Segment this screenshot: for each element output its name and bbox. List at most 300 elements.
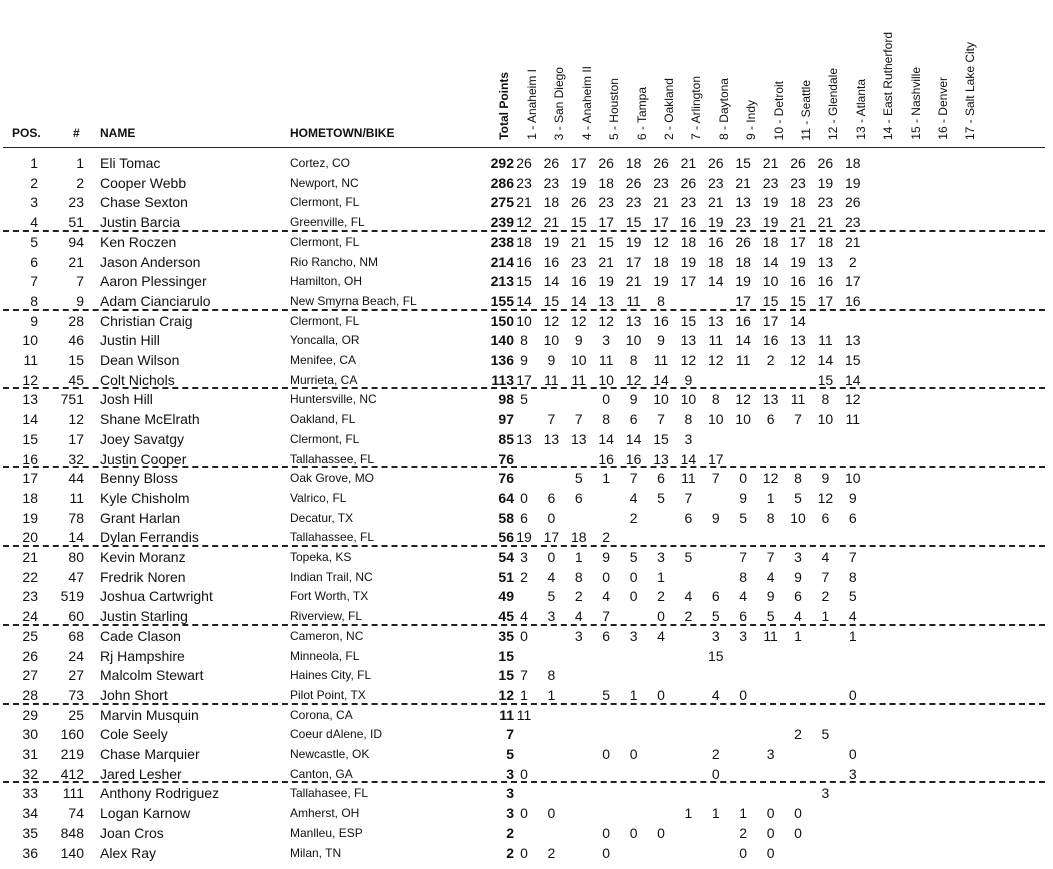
cell-number: 51 bbox=[68, 214, 84, 231]
cell-round-12: 11 bbox=[818, 332, 833, 349]
cell-round-6: 10 bbox=[653, 391, 669, 408]
cell-round-11: 10 bbox=[790, 509, 806, 526]
cell-hometown: Milan, TN bbox=[290, 845, 342, 860]
cell-total-points: 51 bbox=[498, 568, 514, 585]
cell-round-5: 6 bbox=[629, 411, 638, 428]
cell-round-1: 8 bbox=[520, 332, 528, 349]
cell-round-13: 18 bbox=[845, 155, 861, 171]
cell-round-11: 26 bbox=[790, 155, 806, 171]
cell-round-9: 10 bbox=[735, 411, 751, 428]
table-row bbox=[0, 310, 1053, 330]
cell-round-7: 1 bbox=[684, 805, 693, 822]
cell-name: Justin Hill bbox=[100, 332, 160, 349]
cell-round-6: 17 bbox=[653, 214, 669, 231]
cell-hometown: Pilot Point, TX bbox=[290, 687, 366, 702]
cell-round-11: 18 bbox=[790, 194, 806, 211]
cell-number: 25 bbox=[68, 706, 84, 723]
cell-total-points: 3 bbox=[506, 785, 514, 802]
cell-round-5: 13 bbox=[625, 312, 642, 329]
cell-round-4: 0 bbox=[602, 824, 611, 841]
cell-hometown: Riverview, FL bbox=[290, 609, 363, 624]
cell-round-1: 0 bbox=[520, 844, 528, 861]
cell-round-1: 12 bbox=[516, 214, 532, 231]
cell-number: 17 bbox=[68, 430, 84, 447]
table-row bbox=[0, 743, 1053, 763]
cell-number: 11 bbox=[69, 489, 84, 506]
header-round-11: 11 - Seattle bbox=[799, 79, 813, 140]
cell-round-5: 0 bbox=[629, 568, 638, 585]
header-number: # bbox=[73, 126, 80, 140]
cell-round-1: 6 bbox=[520, 509, 528, 526]
cell-round-12: 9 bbox=[821, 470, 830, 487]
cell-number: 160 bbox=[60, 726, 84, 743]
cell-round-6: 9 bbox=[657, 332, 665, 349]
cell-round-7: 11 bbox=[681, 470, 696, 487]
cell-number: 60 bbox=[68, 608, 84, 625]
cell-round-5: 15 bbox=[625, 214, 642, 231]
cell-round-6: 26 bbox=[653, 155, 669, 171]
table-row bbox=[0, 507, 1053, 527]
cell-round-6: 0 bbox=[657, 686, 665, 703]
cell-total-points: 136 bbox=[490, 352, 514, 368]
table-row bbox=[0, 231, 1053, 251]
cell-round-7: 13 bbox=[680, 332, 697, 349]
cell-round-1: 16 bbox=[516, 253, 532, 270]
cell-round-1: 0 bbox=[520, 805, 528, 822]
cell-round-4: 0 bbox=[602, 391, 611, 408]
cell-hometown: Oakland, FL bbox=[290, 412, 356, 427]
cell-pos: 13 bbox=[22, 391, 38, 408]
cell-round-2: 14 bbox=[543, 273, 560, 290]
cell-number: 24 bbox=[68, 647, 84, 664]
cell-pos: 26 bbox=[22, 647, 38, 664]
cell-round-4: 5 bbox=[602, 686, 611, 703]
cell-round-10: 19 bbox=[762, 194, 779, 211]
table-row bbox=[0, 388, 1053, 408]
table-row bbox=[0, 782, 1053, 802]
cell-round-11: 23 bbox=[790, 174, 806, 191]
cell-round-10: 15 bbox=[762, 292, 779, 309]
cell-round-11: 17 bbox=[790, 233, 806, 250]
cell-round-4: 21 bbox=[598, 253, 614, 270]
cell-name: Chase Marquier bbox=[100, 746, 200, 762]
header-pos: POS. bbox=[12, 126, 41, 140]
cell-total-points: 2 bbox=[506, 844, 514, 861]
cell-round-5: 14 bbox=[625, 430, 642, 447]
cell-total-points: 155 bbox=[490, 292, 514, 309]
cell-pos: 1 bbox=[30, 155, 38, 171]
cell-total-points: 140 bbox=[490, 332, 514, 349]
cell-round-4: 18 bbox=[598, 174, 614, 191]
cell-name: Jared Lesher bbox=[100, 765, 182, 782]
cell-total-points: 292 bbox=[490, 155, 514, 171]
cell-number: 9 bbox=[76, 292, 84, 309]
cell-round-11: 6 bbox=[794, 588, 802, 605]
cell-round-11: 21 bbox=[790, 214, 806, 231]
cell-total-points: 98 bbox=[498, 391, 514, 408]
cell-round-12: 16 bbox=[817, 273, 834, 290]
table-row bbox=[0, 625, 1053, 645]
cell-hometown: New Smyrna Beach, FL bbox=[290, 293, 417, 308]
cell-pos: 18 bbox=[22, 489, 38, 506]
cell-round-7: 26 bbox=[680, 174, 697, 191]
cell-round-5: 8 bbox=[629, 352, 638, 368]
cell-round-8: 5 bbox=[711, 608, 720, 625]
cell-number: 28 bbox=[68, 312, 84, 329]
cell-round-4: 0 bbox=[602, 844, 611, 861]
cell-total-points: 113 bbox=[491, 371, 514, 388]
cell-round-2: 7 bbox=[547, 411, 556, 428]
cell-round-2: 8 bbox=[547, 667, 556, 684]
cell-round-5: 4 bbox=[629, 489, 638, 506]
cell-round-9: 4 bbox=[739, 588, 748, 605]
cell-name: Eli Tomac bbox=[100, 155, 161, 171]
cell-round-10: 0 bbox=[766, 805, 775, 822]
cell-hometown: Newcastle, OK bbox=[290, 747, 370, 761]
cell-pos: 23 bbox=[22, 588, 38, 605]
cell-name: Alex Ray bbox=[100, 844, 157, 861]
cell-round-11: 14 bbox=[790, 312, 806, 329]
cell-round-10: 1 bbox=[766, 489, 775, 506]
cell-hometown: Tallahassee, FL bbox=[290, 451, 375, 466]
cell-round-2: 17 bbox=[543, 529, 560, 546]
cell-name: Kyle Chisholm bbox=[100, 489, 190, 506]
cell-round-3: 1 bbox=[574, 549, 583, 565]
cell-round-3: 5 bbox=[574, 470, 583, 487]
cell-round-4: 8 bbox=[602, 411, 611, 428]
cell-round-11: 15 bbox=[790, 292, 806, 309]
cell-name: Chase Sexton bbox=[100, 194, 188, 211]
cell-pos: 9 bbox=[30, 312, 38, 329]
cell-number: 751 bbox=[60, 391, 84, 408]
cell-round-13: 10 bbox=[845, 470, 861, 487]
table-row bbox=[0, 152, 1053, 172]
cell-round-8: 12 bbox=[708, 352, 724, 368]
cell-round-8: 8 bbox=[711, 391, 720, 408]
cell-hometown: Minneola, FL bbox=[290, 648, 360, 663]
cell-round-5: 19 bbox=[625, 233, 642, 250]
cell-name: Cooper Webb bbox=[100, 174, 187, 191]
cell-round-9: 19 bbox=[735, 273, 751, 290]
cell-number: 47 bbox=[68, 568, 84, 585]
cell-round-8: 14 bbox=[708, 273, 724, 290]
cell-number: 80 bbox=[68, 549, 84, 565]
cell-round-8: 19 bbox=[708, 214, 724, 231]
cell-round-3: 9 bbox=[574, 332, 583, 349]
cell-number: 45 bbox=[68, 371, 84, 388]
cell-hometown: Clermont, FL bbox=[290, 313, 360, 328]
cell-round-11: 7 bbox=[794, 411, 802, 428]
cell-pos: 21 bbox=[22, 549, 38, 565]
cell-round-1: 2 bbox=[520, 568, 528, 585]
cell-name: Aaron Plessinger bbox=[100, 273, 207, 290]
cell-round-1: 21 bbox=[516, 194, 532, 211]
cell-round-4: 6 bbox=[602, 627, 611, 644]
cell-round-10: 2 bbox=[766, 352, 775, 368]
cell-round-6: 1 bbox=[657, 568, 665, 585]
cell-name: Justin Barcia bbox=[100, 214, 181, 231]
cell-round-8: 15 bbox=[708, 647, 724, 664]
cell-round-7: 15 bbox=[680, 312, 697, 329]
cell-round-12: 13 bbox=[817, 253, 834, 270]
cell-round-13: 7 bbox=[848, 549, 857, 565]
table-row bbox=[0, 842, 1053, 862]
cell-round-8: 16 bbox=[708, 233, 724, 250]
cell-round-13: 23 bbox=[845, 214, 861, 231]
cell-round-10: 4 bbox=[766, 568, 775, 585]
cell-round-6: 5 bbox=[657, 489, 665, 506]
cell-round-12: 12 bbox=[817, 489, 834, 506]
cell-round-13: 13 bbox=[845, 332, 861, 349]
cell-round-3: 8 bbox=[574, 568, 583, 585]
cell-total-points: 5 bbox=[506, 746, 514, 762]
table-row bbox=[0, 645, 1053, 665]
cell-round-7: 7 bbox=[684, 489, 693, 506]
cell-name: John Short bbox=[100, 686, 168, 703]
cell-total-points: 239 bbox=[490, 214, 514, 231]
cell-round-5: 7 bbox=[629, 470, 638, 487]
cell-total-points: 35 bbox=[498, 627, 514, 644]
cell-total-points: 3 bbox=[506, 805, 514, 822]
cell-round-2: 23 bbox=[543, 174, 560, 191]
cell-round-1: 4 bbox=[520, 608, 528, 625]
cell-round-10: 0 bbox=[766, 844, 775, 861]
cell-name: Benny Bloss bbox=[100, 470, 178, 487]
cell-hometown: Topeka, KS bbox=[290, 550, 352, 564]
cell-round-10: 23 bbox=[762, 174, 779, 191]
cell-pos: 3 bbox=[30, 194, 38, 211]
cell-round-10: 7 bbox=[766, 549, 775, 565]
cell-round-9: 5 bbox=[739, 509, 748, 526]
cell-number: 519 bbox=[60, 588, 84, 605]
cell-round-1: 15 bbox=[516, 273, 532, 290]
cell-round-4: 3 bbox=[602, 332, 611, 349]
cell-hometown: Decatur, TX bbox=[290, 510, 354, 525]
cell-round-1: 7 bbox=[520, 667, 528, 684]
table-row bbox=[0, 763, 1053, 783]
cell-total-points: 2 bbox=[506, 824, 514, 841]
header-round-8: 8 - Daytona bbox=[716, 77, 731, 140]
cell-total-points: 76 bbox=[498, 450, 514, 467]
cell-round-6: 4 bbox=[657, 627, 665, 644]
cell-round-2: 3 bbox=[547, 608, 556, 625]
cell-round-8: 2 bbox=[711, 746, 720, 762]
cell-name: Cole Seely bbox=[100, 726, 168, 743]
cell-round-7: 3 bbox=[684, 430, 693, 447]
cell-round-7: 5 bbox=[684, 549, 693, 565]
cell-round-11: 0 bbox=[794, 824, 802, 841]
cell-round-9: 8 bbox=[739, 568, 748, 585]
cell-name: Fredrik Noren bbox=[100, 568, 186, 585]
cell-round-1: 1 bbox=[520, 686, 528, 703]
cell-total-points: 150 bbox=[490, 312, 514, 329]
cell-round-9: 18 bbox=[735, 253, 751, 270]
table-row bbox=[0, 802, 1053, 822]
cell-hometown: Amherst, OH bbox=[290, 806, 360, 821]
cell-round-13: 2 bbox=[848, 253, 857, 270]
cell-round-11: 0 bbox=[794, 805, 802, 822]
cell-round-4: 1 bbox=[602, 470, 611, 487]
cell-round-6: 13 bbox=[653, 450, 669, 467]
cell-round-13: 15 bbox=[845, 352, 861, 368]
header-round-7: 7 - Arlington bbox=[689, 75, 704, 140]
cell-round-1: 26 bbox=[516, 155, 532, 171]
cell-round-1: 3 bbox=[520, 549, 528, 565]
cell-round-4: 14 bbox=[598, 430, 614, 447]
cell-round-10: 16 bbox=[762, 332, 779, 349]
cell-round-7: 18 bbox=[680, 233, 697, 250]
cell-round-5: 21 bbox=[625, 273, 642, 290]
cell-total-points: 45 bbox=[498, 608, 514, 625]
cell-pos: 36 bbox=[22, 844, 38, 861]
table-row bbox=[0, 546, 1053, 566]
cell-round-12: 10 bbox=[817, 411, 834, 428]
cell-round-5: 18 bbox=[625, 155, 642, 171]
cell-round-5: 1 bbox=[629, 686, 638, 703]
table-row bbox=[0, 408, 1053, 428]
cell-round-12: 15 bbox=[817, 371, 834, 388]
cell-round-8: 23 bbox=[708, 174, 724, 191]
cell-round-2: 0 bbox=[547, 509, 556, 526]
cell-round-10: 9 bbox=[766, 588, 775, 605]
cell-round-10: 13 bbox=[762, 391, 779, 408]
cell-total-points: 49 bbox=[498, 588, 514, 605]
cell-round-13: 1 bbox=[848, 627, 857, 644]
cell-round-13: 9 bbox=[848, 489, 857, 506]
cell-round-6: 6 bbox=[657, 470, 665, 487]
cell-round-9: 1 bbox=[739, 805, 748, 822]
cell-round-11: 11 bbox=[790, 391, 806, 408]
cell-round-10: 0 bbox=[766, 824, 775, 841]
cell-round-2: 9 bbox=[547, 352, 556, 368]
cell-number: 21 bbox=[68, 253, 84, 270]
cell-round-11: 13 bbox=[790, 332, 806, 349]
cell-round-12: 19 bbox=[817, 174, 834, 191]
cell-hometown: Tallahasee, FL bbox=[290, 786, 369, 801]
cell-round-11: 2 bbox=[794, 726, 802, 743]
cell-round-3: 14 bbox=[571, 292, 587, 309]
table-row bbox=[0, 822, 1053, 842]
cell-number: 111 bbox=[62, 785, 84, 802]
cell-total-points: 213 bbox=[490, 273, 514, 290]
cell-round-6: 0 bbox=[657, 824, 665, 841]
cell-total-points: 58 bbox=[498, 509, 514, 526]
cell-number: 14 bbox=[68, 529, 84, 546]
cell-name: Justin Starling bbox=[100, 608, 188, 625]
cell-round-9: 6 bbox=[739, 608, 748, 625]
cell-round-4: 10 bbox=[598, 371, 614, 388]
cell-round-3: 13 bbox=[571, 430, 587, 447]
cell-round-7: 10 bbox=[680, 391, 697, 408]
cell-hometown: Haines City, FL bbox=[290, 668, 372, 683]
header-round-13: 13 - Atlanta bbox=[853, 79, 868, 140]
table-row bbox=[0, 211, 1053, 231]
cell-round-8: 3 bbox=[711, 627, 720, 644]
cell-round-13: 4 bbox=[848, 608, 857, 625]
cell-round-10: 14 bbox=[762, 253, 779, 270]
cell-total-points: 56 bbox=[498, 529, 514, 546]
cell-pos: 35 bbox=[22, 824, 38, 841]
cell-round-13: 11 bbox=[845, 411, 861, 428]
cell-round-13: 14 bbox=[845, 371, 861, 388]
cell-hometown: Clermont, FL bbox=[290, 234, 360, 249]
header-round-4: 5 - Houston bbox=[607, 77, 622, 140]
cell-name: Cade Clason bbox=[100, 627, 181, 644]
cell-round-9: 11 bbox=[735, 352, 751, 368]
cell-round-13: 16 bbox=[845, 292, 861, 309]
cell-pos: 22 bbox=[22, 568, 38, 585]
cell-name: Rj Hampshire bbox=[100, 647, 185, 664]
header-round-3: 4 - Anaheim II bbox=[579, 65, 594, 140]
cell-round-2: 11 bbox=[544, 371, 559, 388]
cell-number: 848 bbox=[60, 824, 84, 841]
cell-pos: 14 bbox=[22, 411, 38, 428]
cell-round-5: 2 bbox=[629, 509, 638, 526]
cell-round-10: 8 bbox=[766, 509, 775, 526]
cell-hometown: Newport, NC bbox=[290, 175, 359, 190]
cell-hometown: Cortez, CO bbox=[290, 156, 351, 170]
cell-number: 46 bbox=[68, 332, 84, 349]
cell-round-5: 12 bbox=[625, 371, 642, 388]
cell-round-11: 8 bbox=[794, 470, 802, 487]
cell-name: Christian Craig bbox=[100, 312, 193, 329]
cell-round-10: 6 bbox=[766, 411, 775, 428]
cell-round-10: 18 bbox=[762, 233, 779, 250]
cell-pos: 11 bbox=[23, 352, 38, 368]
cell-pos: 33 bbox=[22, 785, 38, 802]
table-row bbox=[0, 467, 1053, 487]
cell-round-6: 3 bbox=[657, 549, 665, 565]
cell-round-12: 4 bbox=[821, 549, 830, 565]
cell-pos: 16 bbox=[22, 450, 38, 467]
cell-number: 15 bbox=[68, 352, 84, 368]
cell-total-points: 64 bbox=[498, 489, 514, 506]
cell-round-9: 15 bbox=[735, 155, 751, 171]
cell-round-4: 17 bbox=[598, 214, 614, 231]
cell-round-4: 15 bbox=[598, 233, 614, 250]
cell-pos: 32 bbox=[22, 765, 38, 782]
header-round-2: 3 - San Diego bbox=[552, 66, 567, 140]
cell-number: 2 bbox=[76, 174, 84, 191]
cell-name: Josh Hill bbox=[100, 391, 153, 408]
cell-round-2: 5 bbox=[547, 588, 556, 605]
cell-round-6: 2 bbox=[657, 588, 665, 605]
cell-round-3: 17 bbox=[571, 155, 587, 171]
cell-round-2: 19 bbox=[543, 233, 560, 250]
cell-round-1: 0 bbox=[520, 489, 528, 506]
cell-round-12: 7 bbox=[821, 568, 830, 585]
cell-round-4: 23 bbox=[598, 194, 614, 211]
cell-round-1: 5 bbox=[520, 391, 528, 408]
cell-pos: 31 bbox=[22, 746, 38, 762]
cell-round-6: 16 bbox=[653, 312, 669, 329]
cell-total-points: 54 bbox=[498, 549, 514, 565]
cell-round-2: 21 bbox=[543, 214, 560, 231]
header-round-10: 10 - Detroit bbox=[771, 80, 786, 140]
cell-round-1: 14 bbox=[516, 292, 532, 309]
cell-round-10: 3 bbox=[766, 746, 775, 762]
cell-round-9: 12 bbox=[735, 391, 751, 408]
cell-round-5: 3 bbox=[629, 627, 638, 644]
cell-round-1: 18 bbox=[516, 233, 532, 250]
cell-round-9: 26 bbox=[735, 233, 751, 250]
cell-hometown: Clermont, FL bbox=[290, 431, 360, 446]
cell-hometown: Huntersville, NC bbox=[290, 392, 377, 407]
cell-round-3: 23 bbox=[571, 253, 587, 270]
cell-round-8: 4 bbox=[711, 686, 720, 703]
cell-total-points: 12 bbox=[498, 686, 514, 703]
cell-round-5: 26 bbox=[625, 174, 642, 191]
